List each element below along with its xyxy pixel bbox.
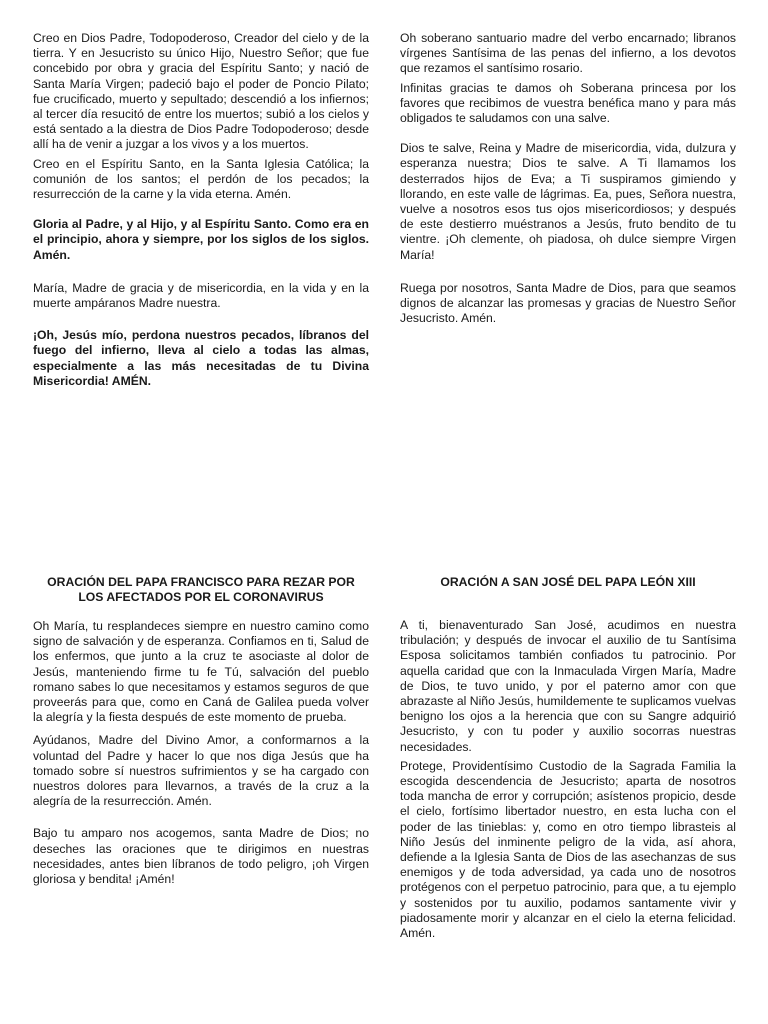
bottom-right-column [400, 575, 736, 941]
francisco-paragraph-2: Ayúdanos, Madre del Divino Amor, a conformarnos a la voluntad del Padre y hacer lo que nos diga Jesús que ha tomado sobre sí nuestros sufrimientos y se ha cargado con nuestros dolores para llevarnos, a través de la cruz a la alegría de la resurrección. Amén. [33, 733, 369, 809]
salve-prayer: Dios te salve, Reina y Madre de misericordia, vida, dulzura y esperanza nuestra; Dios te salve. A Ti llamamos los desterrados hijos de Eva; a Ti suspiramos gimiendo y llorando, en este valle de lágrimas. Ea, pues, Señora nuestra, vuelve a nosotros esos tus ojos misericordiosos; y después de este destierro muéstranos a Jesús, fruto bendito de tu vientre. ¡Oh clemente, oh piadosa, oh dulce siempre Virgen María! [400, 141, 736, 262]
top-left-column [33, 31, 369, 389]
san-jose-paragraph-2: Protege, Providentísimo Custodio de la Sagrada Familia la escogida descendencia de Jesucristo; aparta de nosotros toda mancha de error y corrupción; asístenos propicio, desde el cielo, fortísimo libertador nuestro, en esta lucha con el poder de las tinieblas: y, como en otro tiempo librasteis al Niño Jesús del inminente peligro de la vida, así ahora, defiende a la Iglesia Santa de Dios de las asechanzas de sus enemigos y de toda adversidad, ya cada uno de nosotros protégenos con el perpetuo patrocinio, para que, a tu ejemplo y sostenidos por tu auxilio, podamos santamente vivir y piadosamente morir y alcanzar en el cielo la eterna felicidad. Amén. [400, 758, 736, 941]
francisco-prayer-title: ORACIÓN DEL PAPA FRANCISCO PARA REZAR POR LOS AFECTADOS POR EL CORONAVIRUS [47, 575, 355, 604]
gracias-prayer: Infinitas gracias te damos oh Soberana princesa por los favores que recibimos de vuestra benéfica mano y para más obligados te saludamos con una salve. [400, 80, 736, 126]
maria-prayer: María, Madre de gracia y de misericordia, en la vida y en la muerte ampáranos Madre nuestra. [33, 280, 369, 311]
bajo-tu-amparo-prayer: Bajo tu amparo nos acogemos, santa Madre de Dios; no deseches las oraciones que te dirigimos en nuestras necesidades, antes bien líbranos de todo peligro, ¡oh Virgen gloriosa y bendita! ¡Amén! [33, 826, 369, 887]
credo-paragraph-2: Creo en el Espíritu Santo, en la Santa Iglesia Católica; la comunión de los santos; el perdón de los pecados; la resurrección de la carne y la vida eterna. Amén. [33, 156, 369, 202]
bottom-left-column [33, 575, 369, 887]
ruega-prayer: Ruega por nosotros, Santa Madre de Dios, para que seamos dignos de alcanzar las promesas y gracias de Nuestro Señor Jesucristo. Amén. [400, 280, 736, 326]
francisco-paragraph-1: Oh María, tu resplandeces siempre en nuestro camino como signo de salvación y de esperanza. Confiamos en ti, Salud de los enfermos, que junto a la cruz te asociaste al dolor de Jesús, manteniendo firme tu fe Tú, salvación del pueblo romano sabes lo que necesitamos y estamos seguros de que proveerás para que, como en Caná de Galilea pueda volver la alegría y la fiesta después de este momento de prueba. [33, 619, 369, 725]
credo-paragraph-1: Creo en Dios Padre, Todopoderoso, Creador del cielo y de la tierra. Y en Jesucristo su único Hijo, Nuestro Señor; que fue concebido por obra y gracia del Espíritu Santo; y nació de Santa María Virgen; padeció bajo el poder de Poncio Pilato; fue crucificado, muerto y sepultado; descendió a los infiernos; al tercer día resucitó de entre los muertos; subió a los cielos y está sentado a la diestra de Dios Padre Todopoderoso; desde allí ha de venir a juzgar a los vivos y a los muertos. [33, 31, 369, 152]
san-jose-paragraph-1: A ti, bienaventurado San José, acudimos en nuestra tribulación; y después de invocar el auxilio de tu Santísima Esposa solicitamos también confiados tu patrocinio. Por aquella caridad que con la Inmaculada Virgen María, Madre de Dios, te tuvo unido, y por el paterno amor con que abrazaste al Niño Jesús, humildemente te suplicamos vuelvas benigno los ojos a la herencia que con su Sangre adquirió Jesucristo, y con tu poder y auxilio socorras nuestras necesidades. [400, 618, 737, 754]
santuario-prayer: Oh soberano santuario madre del verbo encarnado; libranos vírgenes Santísima de las penas del infierno, a los devotos que rezamos el santísimo rosario. [400, 31, 736, 76]
san-jose-prayer-title: ORACIÓN A SAN JOSÉ DEL PAPA LEÓN XIII [440, 575, 696, 589]
top-right-column [400, 31, 736, 326]
fatima-prayer: ¡Oh, Jesús mío, perdona nuestros pecados, líbranos del fuego del infierno, lleva al cielo a todas las almas, especialmente a las más necesitadas de tu Divina Misericordia! AMÉN. [33, 328, 369, 388]
gloria-prayer: Gloria al Padre, y al Hijo, y al Espíritu Santo. Como era en el principio, ahora y siempre, por los siglos de los siglos. Amén. [33, 217, 369, 262]
